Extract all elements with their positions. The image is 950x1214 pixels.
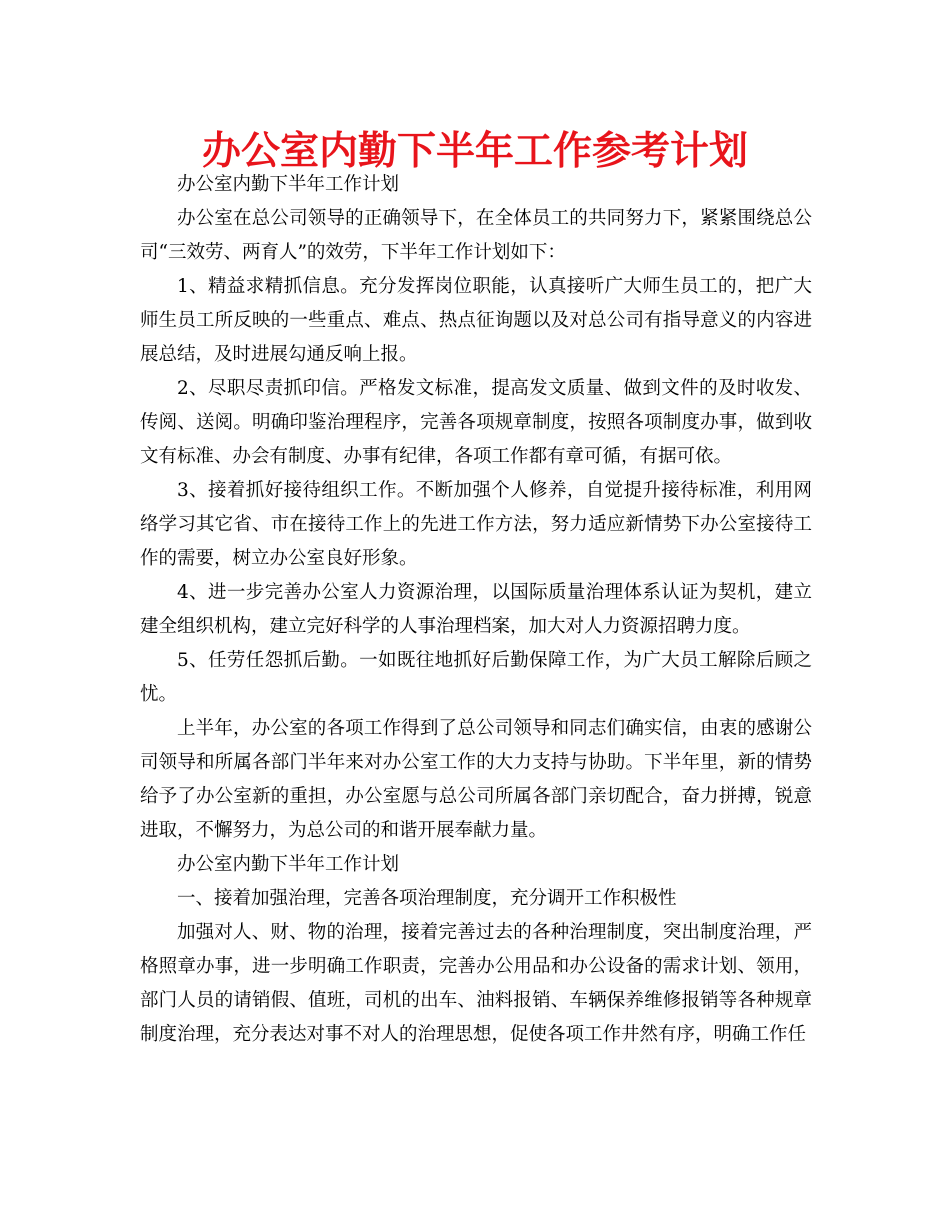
paragraph-summary: 上半年，办公室的各项工作得到了总公司领导和同志们确实信，由衷的感谢公司领导和所属各部门半年来对办公室工作的大力支持与协助。下半年里，新的情势给予了办公室新的重担，办公室愿与总公司所属各部门亲切配合，奋力拼搏，锐意进取，不懈努力，为总公司的和谐开展奉献力量。 xyxy=(140,718,812,841)
paragraph-item-1: 1、精益求精抓信息。充分发挥岗位职能，认真接听广大师生员工的，把广大师生员工所反映的一些重点、难点、热点征询题以及对总公司有指导意义的内容进展总结，及时进展勾通反响上报。 xyxy=(140,276,812,365)
document-title: 办公室内勤下半年工作参考计划 xyxy=(201,129,748,174)
paragraph-item-3: 3、接着抓好接待组织工作。不断加强个人修养，自觉提升接待标准，利用网络学习其它省、市在接待工作上的先进工作方法，努力适应新情势下办公室接待工作的需要，树立办公室良好形象。 xyxy=(140,480,812,569)
paragraph-item-4: 4、进一步完善办公室人力资源治理，以国际质量治理体系认证为契机，建立建全组织机构，建立完好科学的人事治理档案，加大对人力资源招聘力度。 xyxy=(140,582,812,637)
document-body xyxy=(140,168,812,1052)
paragraph-subtitle-1: 办公室内勤下半年工作计划 xyxy=(177,174,400,195)
paragraph-item-2: 2、尽职尽责抓印信。严格发文标准，提高发文质量、做到文件的及时收发、传阅、送阅。明确印鉴治理程序，完善各项规章制度，按照各项制度办事，做到收文有标准、办会有制度、办事有纪律，各项工作都有章可循，有据可依。 xyxy=(140,378,812,467)
paragraph-subtitle-2: 办公室内勤下半年工作计划 xyxy=(177,854,400,875)
paragraph-item-5: 5、任劳任怨抓后勤。一如既往地抓好后勤保障工作，为广大员工解除后顾之忧。 xyxy=(140,650,812,705)
paragraph-section-body: 加强对人、财、物的治理，接着完善过去的各种治理制度，突出制度治理，严格照章办事，进一步明确工作职责，完善办公用品和办公设备的需求计划、领用，部门人员的请销假、值班，司机的出车、油料报销、车辆保养维修报销等各种规章制度治理，充分表达对事不对人的治理思想，促使各项工作井然有序，明确工作任 xyxy=(140,922,812,1045)
paragraph-intro: 办公室在总公司领导的正确领导下，在全体员工的共同努力下，紧紧围绕总公司“三效劳、两育人”的效劳，下半年工作计划如下： xyxy=(140,208,812,263)
paragraph-section-heading: 一、接着加强治理，完善各项治理制度，充分调开工作积极性 xyxy=(177,888,677,909)
